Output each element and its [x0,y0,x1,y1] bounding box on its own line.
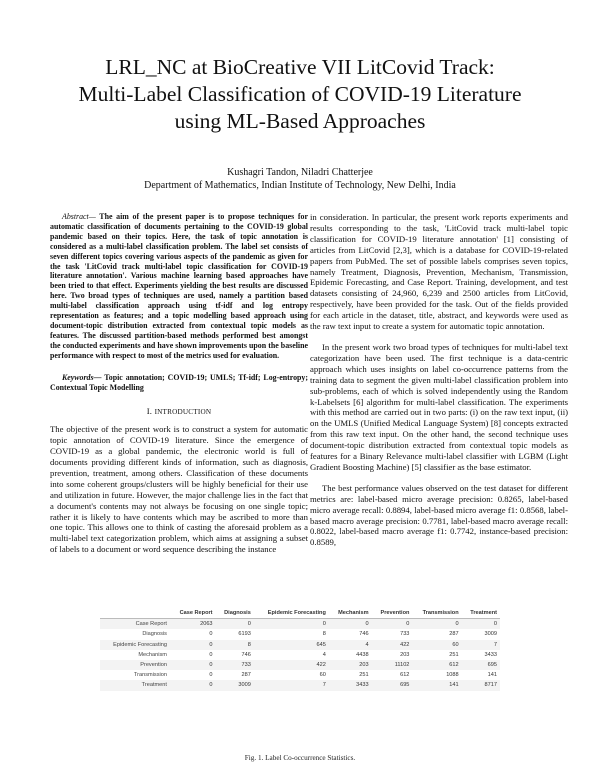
figure-label-cooccurrence [100,608,500,691]
table-cell: 3009 [484,631,497,638]
table-cell: 7 [254,680,329,690]
table-cell: 612 [400,672,410,679]
author-block [0,166,600,192]
section-heading-introduction [50,406,308,418]
table-cell: 0 [254,619,329,630]
column-header: Treatment [462,608,500,619]
table-cell: 746 [359,631,369,638]
intro-paragraph-1: The objective of the present work is to construct a system for automatic topic annotation of COVID-19 literature. Since the emergence of COVID-19 as a global pandemic, the electronic world is full of documents providing different kinds of information, such as diagnosis, prevention, treatment, among others. Classification of these documents into some coherent groups/clusters will be highly beneficial for their use and utilization in future. However, the major challenge lies in the fact that a document's contents may not always be focusing on one single topic; rather it is likely to have contents which may be ascribed to more than one topic. This allows one to think of casting the aforesaid problem as a multi-label text categorization problem, which aims at assigning a subset of labels to a document or word sequence describing the instance [50,424,308,555]
table-cell: 746 [241,651,251,658]
table-cell: 645 [254,640,329,650]
table-cell: 0 [209,672,213,679]
table-corner-cell [100,608,170,619]
table-cell: 60 [412,640,461,650]
table-row [100,640,500,650]
table-cell: 141 [487,672,497,679]
keywords-label: Keywords— [62,372,102,382]
table-cell: 0 [329,619,372,630]
table-row [100,619,500,630]
table-cell: 3009 [216,680,254,690]
column-header: Mechanism [329,608,372,619]
row-label: Treatment [100,680,170,690]
intro-paragraph-4: The best performance values observed on the test dataset for different metrics are: label-based micro average precision: 0.8265, label-based micro average recall: 0.8894, label-based micro average f1: 0.8568, label-based macro average precision: 0.7781, label-based macro average recall: 0.8022, label-based macro average f1: 0.7742, instance-based precision: 0.8589, [310,482,568,548]
column-header: Epidemic Forecasting [254,608,329,619]
table-cell: 4438 [356,651,369,658]
section-title: INTRODUCTION [154,408,212,417]
table-cell: 251 [359,672,369,679]
keywords [50,373,308,393]
table-row [100,660,500,670]
table-cell: 7 [462,640,500,650]
table-row [100,629,500,639]
table-row [100,650,500,660]
table-cell: 4 [329,640,372,650]
column-header: Case Report [170,608,216,619]
table-row [100,680,500,690]
keywords-text: Topic annotation; COVID-19; UMLS; Tf-idf; Log-entropy; Contextual Topic Modelling [50,372,308,392]
table-cell: 3433 [329,680,372,690]
figure-caption: Fig. 1. Label Co-occurrence Statistics. [244,754,356,762]
table-cell: 3433 [484,651,497,658]
table-cell: 11102 [372,660,413,670]
table-cell: 422 [254,660,329,670]
section-number: I. [146,406,153,417]
table-cell: 4 [322,651,326,658]
table-cell: 695 [372,680,413,690]
column-header: Prevention [372,608,413,619]
table-cell: 60 [319,672,326,679]
row-label: Mechanism [138,651,167,658]
row-label: Epidemic Forecasting [100,640,170,650]
table-cell: 0 [170,680,216,690]
title-line-3: using ML-Based Approaches [174,109,426,133]
table-cell: 695 [462,660,500,670]
title-line-2: Multi-Label Classification of COVID-19 Literature [78,82,522,106]
title-line-1: LRL_NC at BioCreative VII LitCovid Track: [105,55,495,79]
table-cell: 0 [209,651,213,658]
table-cell: 0 [462,619,500,630]
table-cell: 8717 [462,680,500,690]
table-cell: 0 [372,619,413,630]
row-label: Diagnosis [142,631,167,638]
table-cell: 203 [329,660,372,670]
table-cell: 6193 [238,631,251,638]
table-cell: 733 [216,660,254,670]
table-cell: 612 [412,660,461,670]
table-cell: 203 [400,651,410,658]
table-cell: 422 [372,640,413,650]
left-column [50,212,308,555]
table-header-row [100,608,500,619]
intro-paragraph-3: In the present work two broad types of techniques for multi-label text categorization have been used. The first technique is a data-centric approach which uses insights on label co-occurrence patterns from the training data to segment the given multi-label classification problem into sub-problems, each of which is solved independently using the Random k-Labelsets [6] algorithm for multi-label classification. The experiments with this method are carried out in two parts: (i) on the raw text input, (ii) on the UMLS (Unified Medical Language System) [8] concepts extracted from this raw text input. On the other hand, the second technique uses document-topic distribution extracted from contextual topic models as features for a Binary Relevance multi-label classifier with LGBM (Light Gradient Boosting Machine) [5] classifier as the base estimator. [310,341,568,472]
right-column [310,212,568,548]
table-cell: 0 [209,631,213,638]
table-cell: 287 [241,672,251,679]
intro-paragraph-2: in consideration. In particular, the present work reports experiments and results corresponding to the task, 'LitCovid track multi-label topic classification for COVID-19 literature annotation' [1] consisting of articles from LitCovid [2,3], which is a database for COVID-19-related papers from PubMed. The set of possible labels comprises seven topics, namely Treatment, Diagnosis, Prevention, Mechanism, Transmission, Epidemic Forecasting, and Case Report. Training, development, and test datasets consisting of 24,960, 6,239 and 2500 articles from LitCovid, respectively, have been provided for the task. Out of the fields provided for each article in the dataset, title, abstract, and keywords were used as the raw text input to create a system for automatic topic annotation. [310,212,568,332]
table-cell: 287 [449,631,459,638]
abstract-text: The aim of the present paper is to propose techniques for automatic classification of documents pertaining to the COVID-19 global pandemic based on their topics. Here, the task of topic annotation is considered as a multi-label classification problem. The label set consists of seven different topics covering various aspects of the pandemic as given for the task 'LitCovid track multi-label topic classification for COVID-19 literature annotation'. Various machine learning based approaches have been tried to that effect. Experiments yielding the best results are discussed here. Two broad types of techniques are used, namely a partition based multi-label classification approach using tf-idf and log entropy representation as features; and a topic modelling based approach using document-topic distribution extracted from contextual topic models as features. The discussed partition-based methods performed best amongst the conducted experiments and have shown improvements upon the baseline performance with respect to most of the metrics used for evaluation. [50,212,308,360]
affiliation: Department of Mathematics, Indian Institute of Technology, New Delhi, India [144,180,456,191]
table-cell: 251 [449,651,459,658]
column-header: Transmission [412,608,461,619]
row-label: Case Report [100,619,170,630]
paper-title [0,54,600,135]
table-body [100,619,500,691]
abstract-label: Abstract— [62,212,96,221]
table-cell: 733 [400,631,410,638]
table-cell: 2063 [170,619,216,630]
column-header: Diagnosis [216,608,254,619]
abstract [50,212,308,361]
cooccurrence-table [100,608,500,691]
row-label: Prevention [100,660,170,670]
table-cell: 1088 [446,672,459,679]
table-cell: 0 [216,619,254,630]
row-label: Transmission [133,672,167,679]
table-cell: 0 [170,640,216,650]
author-names: Kushagri Tandon, Niladri Chatterjee [227,167,373,178]
table-cell: 8 [216,640,254,650]
table-cell: 8 [322,631,326,638]
table-cell: 0 [170,660,216,670]
table-row [100,670,500,680]
table-cell: 0 [412,619,461,630]
table-cell: 141 [412,680,461,690]
